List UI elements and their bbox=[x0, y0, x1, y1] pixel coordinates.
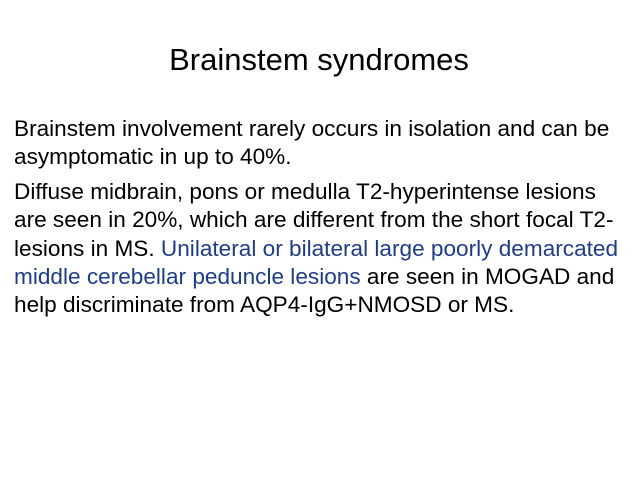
paragraph-lesions-intro: Diffuse midbrain, pons or medulla T2-hyperintense lesions are seen in 20%, which are different from the short focal T2-lesions in MS. bbox=[14, 178, 614, 261]
paragraph-lesions-conclusion: are seen in MOGAD and help discriminate from AQP4-IgG+NMOSD or MS. bbox=[14, 264, 615, 318]
slide-title: Brainstem syndromes bbox=[169, 42, 469, 77]
paragraph-lesions bbox=[14, 178, 632, 320]
paragraph-isolation-text: Brainstem involvement rarely occurs in isolation and can be asymptomatic in up to 40%. bbox=[14, 116, 610, 170]
paragraph-isolation bbox=[14, 115, 632, 172]
highlighted-text: Unilateral or bilateral large poorly demarcated middle cerebellar peduncle lesions bbox=[14, 235, 619, 290]
slide-body bbox=[14, 115, 632, 320]
